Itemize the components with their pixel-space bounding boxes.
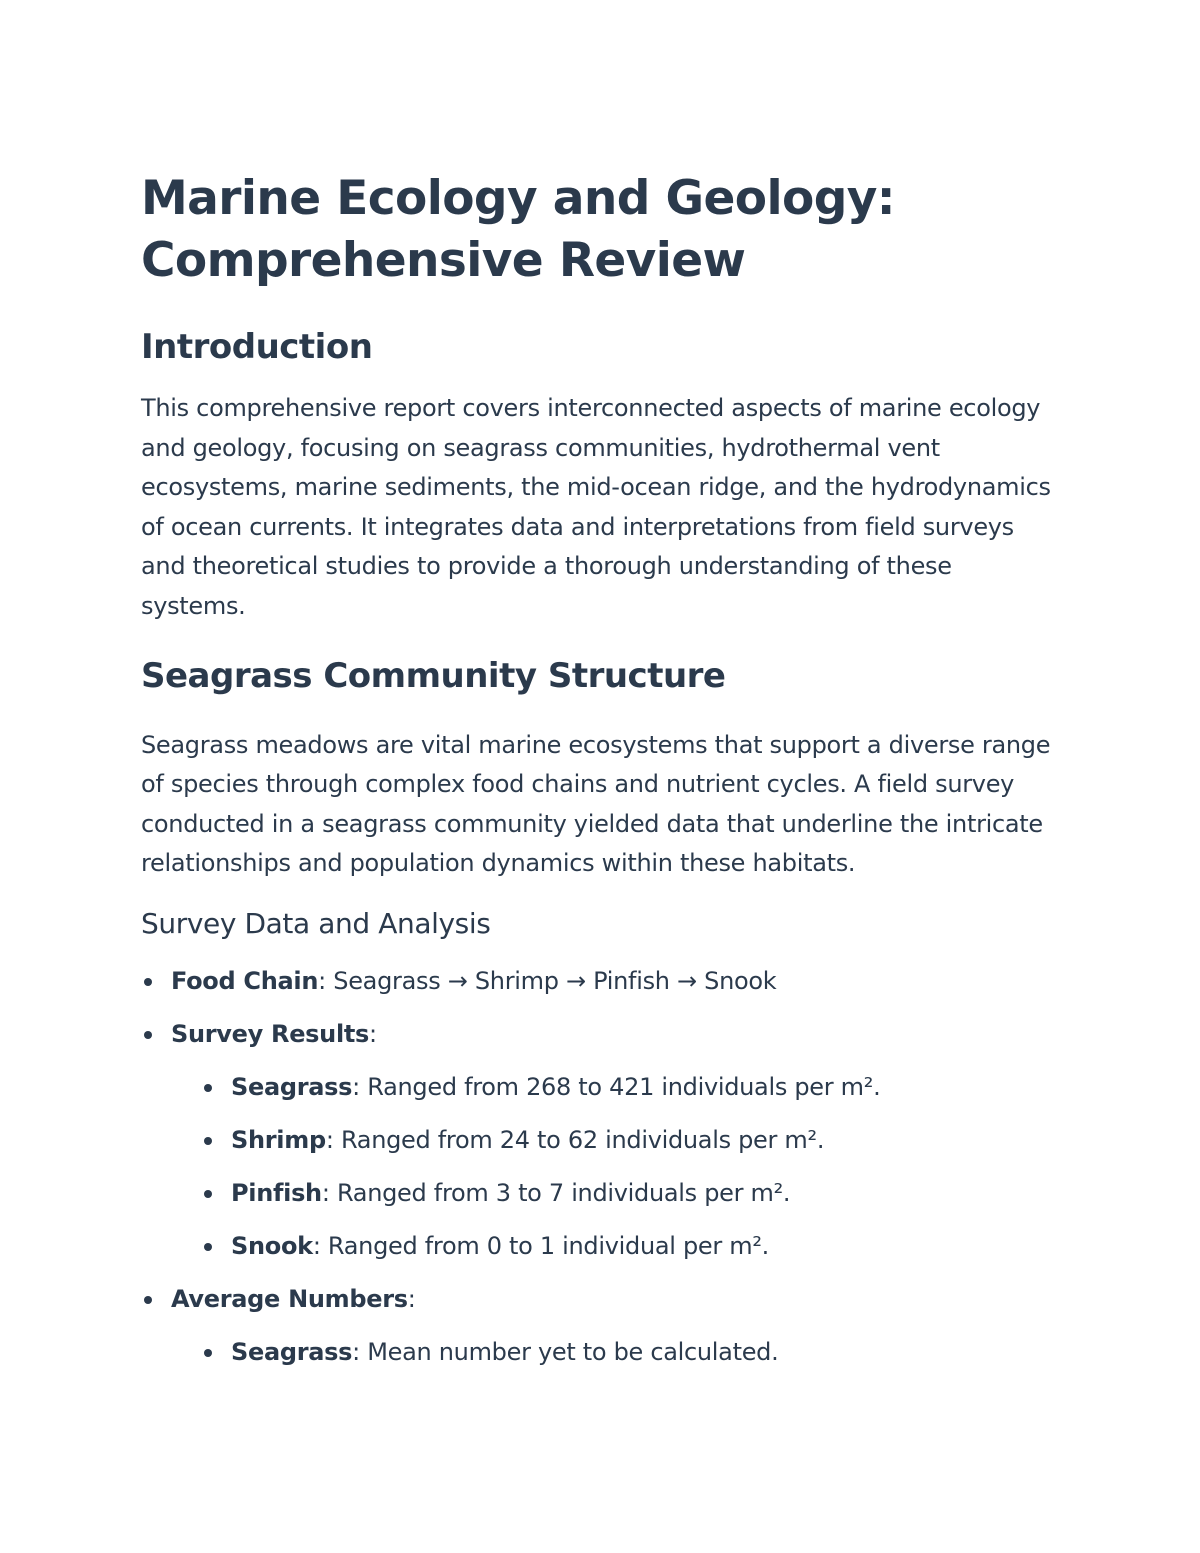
list-item-text: : Mean number yet to be calculated. xyxy=(352,1337,779,1366)
introduction-heading: Introduction xyxy=(141,327,373,367)
title-line-1: Marine Ecology and Geology: xyxy=(141,171,895,226)
list-item-text: : Seagrass → Shrimp → Pinfish → Snook xyxy=(318,966,777,995)
list-item-shrimp-range xyxy=(201,1123,1061,1158)
title-line-2: Comprehensive Review xyxy=(141,233,746,288)
list-item-term: Pinfish xyxy=(231,1178,322,1207)
list-item-survey-results xyxy=(141,1017,1061,1264)
document-page xyxy=(141,168,1061,1370)
seagrass-heading: Seagrass Community Structure xyxy=(141,655,726,696)
list-item-snook-range xyxy=(201,1229,1061,1264)
list-item-term: Shrimp xyxy=(231,1125,326,1154)
list-item-term: Snook xyxy=(231,1231,313,1260)
list-item-text: : xyxy=(407,1284,416,1313)
average-numbers-sublist xyxy=(171,1335,1061,1370)
list-item-seagrass-range xyxy=(201,1070,1061,1105)
introduction-paragraph: This comprehensive report covers interconnected aspects of marine ecology and geology, focusing on seagrass communities, hydrothermal vent ecosystems, marine sediments, the mid-ocean ridge, and the hydrodynamics of ocean currents. It integrates data and interpretations from field surveys and theoretical studies to provide a thorough understanding of these systems. xyxy=(141,394,1051,620)
bullet-icon xyxy=(144,1296,152,1304)
bullet-icon xyxy=(204,1349,212,1357)
survey-results-sublist xyxy=(171,1070,1061,1264)
list-item-seagrass-mean xyxy=(201,1335,1061,1370)
list-item-text: : Ranged from 0 to 1 individual per m². xyxy=(312,1231,769,1260)
bullet-icon xyxy=(204,1243,212,1251)
list-item-text: : Ranged from 268 to 421 individuals per m². xyxy=(352,1072,881,1101)
survey-subheading: Survey Data and Analysis xyxy=(141,906,491,940)
list-item-term: Average Numbers xyxy=(171,1284,408,1313)
bullet-icon xyxy=(144,978,152,986)
list-item-text: : Ranged from 3 to 7 individuals per m². xyxy=(321,1178,791,1207)
list-item-text: : Ranged from 24 to 62 individuals per m². xyxy=(325,1125,825,1154)
list-item-term: Survey Results xyxy=(171,1019,370,1048)
document-title xyxy=(141,168,1061,292)
list-item-term: Seagrass xyxy=(231,1072,353,1101)
bullet-icon xyxy=(204,1084,212,1092)
bullet-icon xyxy=(144,1031,152,1039)
list-item-term: Seagrass xyxy=(231,1337,353,1366)
list-item-term: Food Chain xyxy=(171,966,319,995)
list-item-pinfish-range xyxy=(201,1176,1061,1211)
bullet-icon xyxy=(204,1137,212,1145)
survey-list xyxy=(141,964,1061,1370)
seagrass-paragraph: Seagrass meadows are vital marine ecosystems that support a diverse range of species through complex food chains and nutrient cycles. A field survey conducted in a seagrass community yielded data that underline the intricate relationships and population dynamics within these habitats. xyxy=(141,730,1051,878)
bullet-icon xyxy=(204,1190,212,1198)
list-item-average-numbers xyxy=(141,1282,1061,1370)
list-item-food-chain xyxy=(141,964,1061,999)
list-item-text: : xyxy=(369,1019,377,1048)
